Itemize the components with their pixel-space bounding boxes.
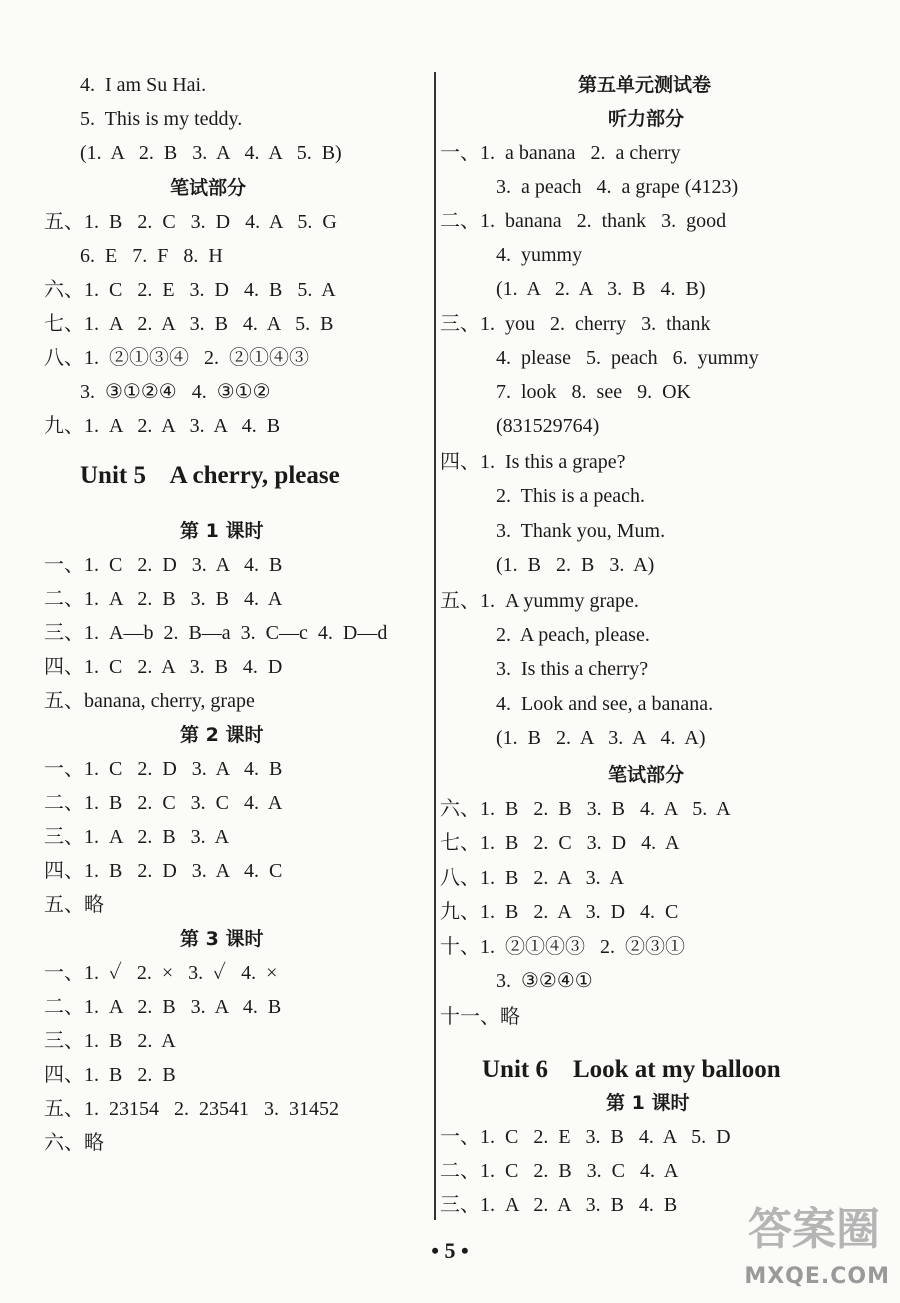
lesson-heading: 第 2 课时 (180, 724, 264, 746)
answer-line: 七、1. A 2. A 3. B 4. A 5. B (44, 313, 334, 335)
answer-line: 十一、略 (440, 1006, 520, 1028)
answer-line: 3. ③②④① (496, 970, 593, 992)
answer-line: 5. This is my teddy. (80, 108, 243, 130)
answer-line: 五、1. A yummy grape. (440, 590, 639, 612)
section-heading: 笔试部分 (170, 177, 247, 199)
answer-line: 六、1. B 2. B 3. B 4. A 5. A (440, 798, 731, 820)
section-heading: 听力部分 (608, 108, 685, 130)
answer-line: 4. please 5. peach 6. yummy (496, 347, 759, 369)
unit-title: Unit 5 A cherry, please (80, 462, 340, 489)
answer-line: (831529764) (496, 415, 600, 437)
answer-line: 五、略 (44, 894, 104, 916)
answer-line: 4. I am Su Hai. (80, 74, 207, 96)
answer-line: 一、1. C 2. D 3. A 4. B (44, 554, 283, 576)
unit-title: Unit 6 Look at my balloon (482, 1056, 781, 1083)
answer-line: 五、1. B 2. C 3. D 4. A 5. G (44, 211, 337, 233)
answer-line: 二、1. banana 2. thank 3. good (440, 210, 727, 232)
answer-line: (1. B 2. B 3. A) (496, 554, 655, 576)
answer-line: 八、1. B 2. A 3. A (440, 867, 624, 889)
answer-line: 八、1. ②①③④ 2. ②①④③ (44, 347, 309, 369)
answer-line: 三、1. A 2. B 3. A (44, 826, 230, 848)
answer-line: 四、1. B 2. D 3. A 4. C (44, 860, 283, 882)
answer-line: 九、1. A 2. A 3. A 4. B (44, 415, 281, 437)
answer-line: 六、1. C 2. E 3. D 4. B 5. A (44, 279, 336, 301)
answer-line: 三、1. A—b 2. B—a 3. C—c 4. D—d (44, 622, 388, 644)
answer-line: 十、1. ②①④③ 2. ②③① (440, 936, 685, 958)
answer-line: 四、1. C 2. A 3. B 4. D (44, 656, 283, 678)
answer-line: 一、1. ✓ 2. × 3. ✓ 4. × (44, 962, 278, 984)
answer-line: 3. a peach 4. a grape (4123) (496, 176, 739, 198)
watermark-site: MXQE.COM (744, 1264, 890, 1289)
answer-line: (1. A 2. B 3. A 4. A 5. B) (80, 142, 342, 164)
answer-line: 四、1. Is this a grape? (440, 451, 626, 473)
test-heading: 第五单元测试卷 (578, 74, 712, 96)
answer-line: 五、banana, cherry, grape (44, 690, 255, 712)
answer-line: 一、1. C 2. E 3. B 4. A 5. D (440, 1126, 731, 1148)
answer-line: 三、1. you 2. cherry 3. thank (440, 313, 711, 335)
answer-line: 2. A peach, please. (496, 624, 650, 646)
answer-line: 五、1. 23154 2. 23541 3. 31452 (44, 1098, 339, 1120)
answer-line: 3. Is this a cherry? (496, 658, 649, 680)
answer-line: 4. Look and see, a banana. (496, 693, 714, 715)
answer-line: 三、1. A 2. A 3. B 4. B (440, 1194, 678, 1216)
section-heading: 笔试部分 (608, 764, 685, 786)
answer-line: (1. A 2. A 3. B 4. B) (496, 278, 706, 300)
answer-line: 6. E 7. F 8. H (80, 245, 223, 267)
answer-line: 二、1. C 2. B 3. C 4. A (440, 1160, 679, 1182)
watermark-logo: 答案圈 (748, 1204, 880, 1255)
lesson-heading: 第 1 课时 (606, 1092, 690, 1114)
answer-line: 四、1. B 2. B (44, 1064, 176, 1086)
answer-line: 一、1. a banana 2. a cherry (440, 142, 681, 164)
lesson-heading: 第 3 课时 (180, 928, 264, 950)
answer-line: 二、1. A 2. B 3. B 4. A (44, 588, 283, 610)
column-divider (434, 72, 436, 1220)
answer-line: 二、1. A 2. B 3. A 4. B (44, 996, 282, 1018)
lesson-heading: 第 1 课时 (180, 520, 264, 542)
answer-line: 六、略 (44, 1132, 104, 1154)
answer-line: 二、1. B 2. C 3. C 4. A (44, 792, 283, 814)
answer-line: 三、1. B 2. A (44, 1030, 176, 1052)
answer-line: 3. Thank you, Mum. (496, 520, 666, 542)
answer-line: 一、1. C 2. D 3. A 4. B (44, 758, 283, 780)
answer-line: (1. B 2. A 3. A 4. A) (496, 727, 706, 749)
answer-line: 4. yummy (496, 244, 583, 266)
answer-line: 2. This is a peach. (496, 485, 646, 507)
answer-line: 九、1. B 2. A 3. D 4. C (440, 901, 679, 923)
answer-line: 3. ③①②④ 4. ③①② (80, 381, 271, 403)
page-number: • 5 • (431, 1238, 469, 1263)
answer-line: 7. look 8. see 9. OK (496, 381, 691, 403)
answer-line: 七、1. B 2. C 3. D 4. A (440, 832, 680, 854)
